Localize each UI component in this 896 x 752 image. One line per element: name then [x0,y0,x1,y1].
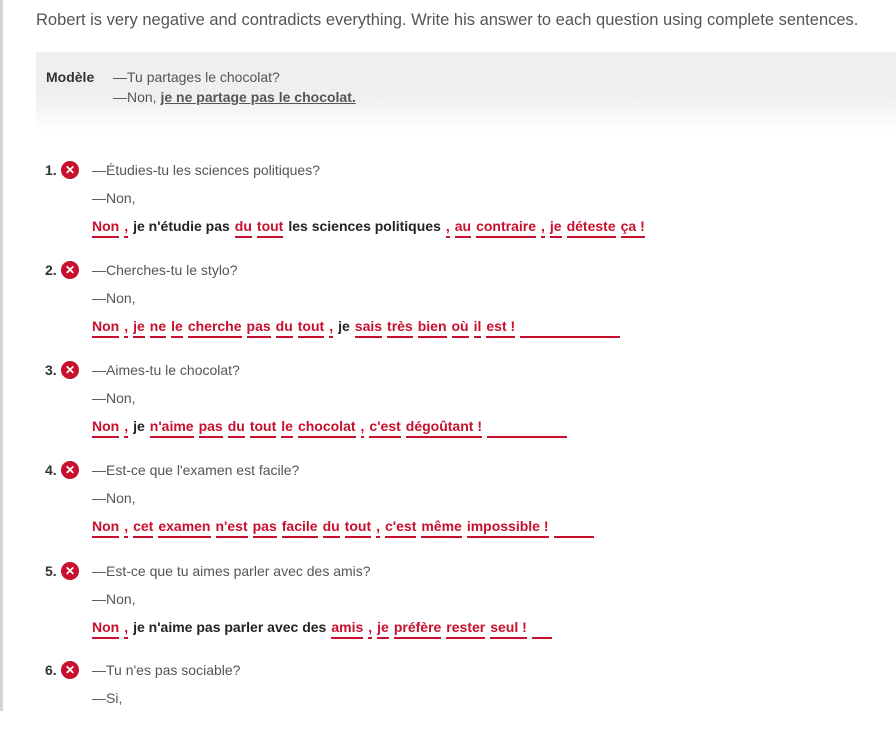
answer-blank[interactable]: déteste [567,218,616,238]
question-text: —Cherches-tu le stylo? [92,262,238,278]
answer-blank[interactable]: est ! [486,318,515,338]
answer-blank[interactable]: du [323,518,340,538]
answer-blank[interactable]: ne [150,318,166,338]
answer-blank[interactable]: très [387,318,413,338]
incorrect-x-icon: ✕ [61,562,79,580]
answer-blank[interactable]: Non [92,218,119,238]
answer-blank[interactable]: amis [331,619,363,639]
answer-blank[interactable]: , [541,218,545,238]
response-prompt: —Non, [92,490,136,506]
answer-blank[interactable]: , [446,218,450,238]
question-number: 3. [45,362,57,378]
answer-blank[interactable]: facile [282,518,318,538]
question-text: —Tu n'es pas sociable? [92,662,241,678]
answer-blank[interactable]: examen [158,518,210,538]
answer-blank[interactable]: tout [257,218,283,238]
question-item [0,662,896,752]
answer-blank[interactable]: le [171,318,183,338]
answer-blank[interactable]: ça ! [621,218,645,238]
answer-blank[interactable]: sais [355,318,382,338]
answer-blank[interactable]: préfère [394,619,441,639]
answer-sentence [92,318,620,338]
answer-blank[interactable]: je [550,218,562,238]
answer-blank[interactable]: , [376,518,380,538]
incorrect-x-icon: ✕ [61,161,79,179]
question-item [0,462,896,552]
answer-blank[interactable]: , [361,418,365,438]
answer-blank[interactable]: tout [250,418,276,438]
answer-blank[interactable]: rester [446,619,485,639]
answer-blank[interactable]: je [133,318,145,338]
answer-blank[interactable]: tout [298,318,324,338]
question-item [0,162,896,252]
answer-blank[interactable]: , [124,518,128,538]
model-question: —Tu partages le chocolat? [113,69,280,85]
answer-fixed-text: je n'aime pas parler avec des [133,619,327,635]
answer-blank[interactable]: au [455,218,471,238]
question-number: 6. [45,662,57,678]
answer-fixed-text: je n'étudie pas [133,218,230,234]
incorrect-x-icon: ✕ [61,461,79,479]
answer-blank[interactable]: , [124,619,128,639]
answer-blank[interactable]: du [235,218,252,238]
question-number: 2. [45,262,57,278]
response-prompt: —Non, [92,591,136,607]
incorrect-x-icon: ✕ [61,361,79,379]
question-text: —Étudies-tu les sciences politiques? [92,162,321,178]
answer-blank[interactable]: bien [418,318,447,338]
answer-fixed-text: je [338,318,350,334]
answer-blank[interactable]: pas [253,518,277,538]
answer-fixed-text: je [133,418,145,434]
answer-blank[interactable]: , [124,318,128,338]
answer-blank[interactable]: c'est [385,518,416,538]
model-answer-prefix: —Non, [113,89,161,105]
answer-fixed-text: les sciences politiques [288,218,441,234]
question-text: —Est-ce que l'examen est facile? [92,462,300,478]
answer-blank[interactable]: le [281,418,293,438]
answer-blank[interactable]: Non [92,518,119,538]
answer-blank[interactable]: Non [92,318,119,338]
question-number: 5. [45,563,57,579]
answer-blank[interactable]: du [228,418,245,438]
answer-blank[interactable]: n'est [216,518,248,538]
answer-blank[interactable]: c'est [369,418,400,438]
question-text: —Aimes-tu le chocolat? [92,362,240,378]
answer-blank[interactable]: , [368,619,372,639]
response-prompt: —Si, [92,690,123,706]
answer-blank-underline[interactable] [532,619,552,639]
question-number: 4. [45,462,57,478]
answer-blank[interactable]: Non [92,619,119,639]
answer-blank-underline[interactable] [520,318,620,338]
question-item [0,362,896,452]
response-prompt: —Non, [92,190,136,206]
question-item [0,262,896,352]
answer-blank[interactable]: , [124,418,128,438]
answer-sentence [92,218,650,238]
answer-blank[interactable]: cherche [188,318,242,338]
question-number: 1. [45,162,57,178]
answer-sentence [92,418,567,438]
answer-blank[interactable]: pas [199,418,223,438]
answer-sentence [92,619,552,639]
answer-blank[interactable]: même [421,518,461,538]
answer-blank[interactable]: il [474,318,482,338]
answer-blank[interactable]: chocolat [298,418,356,438]
model-label: Modèle [46,69,95,85]
answer-blank[interactable]: je [377,619,389,639]
answer-blank[interactable]: impossible ! [467,518,549,538]
answer-blank[interactable]: , [124,218,128,238]
answer-blank[interactable]: seul ! [490,619,527,639]
question-item [0,563,896,653]
answer-blank[interactable]: cet [133,518,153,538]
response-prompt: —Non, [92,290,136,306]
model-answer: je ne partage pas le chocolat. [160,89,356,105]
answer-blank[interactable]: , [329,318,333,338]
response-prompt: —Non, [92,390,136,406]
instructions-text: Robert is very negative and contradicts everything. Write his answer to each question using complete sentences. [36,11,859,29]
answer-blank[interactable]: du [276,318,293,338]
answer-blank[interactable]: pas [247,318,271,338]
incorrect-x-icon: ✕ [61,661,79,679]
answer-sentence [92,518,594,538]
answer-blank-underline[interactable] [487,418,567,438]
question-text: —Est-ce que tu aimes parler avec des amis? [92,563,371,579]
answer-blank-underline[interactable] [554,518,594,538]
answer-blank[interactable]: tout [345,518,371,538]
answer-blank[interactable]: contraire [476,218,536,238]
answer-blank[interactable]: Non [92,418,119,438]
answer-blank[interactable]: dégoûtant ! [406,418,482,438]
answer-blank[interactable]: où [452,318,469,338]
model-answer-line [113,89,356,105]
answer-blank[interactable]: n'aime [150,418,194,438]
model-example-box [36,52,896,132]
incorrect-x-icon: ✕ [61,261,79,279]
